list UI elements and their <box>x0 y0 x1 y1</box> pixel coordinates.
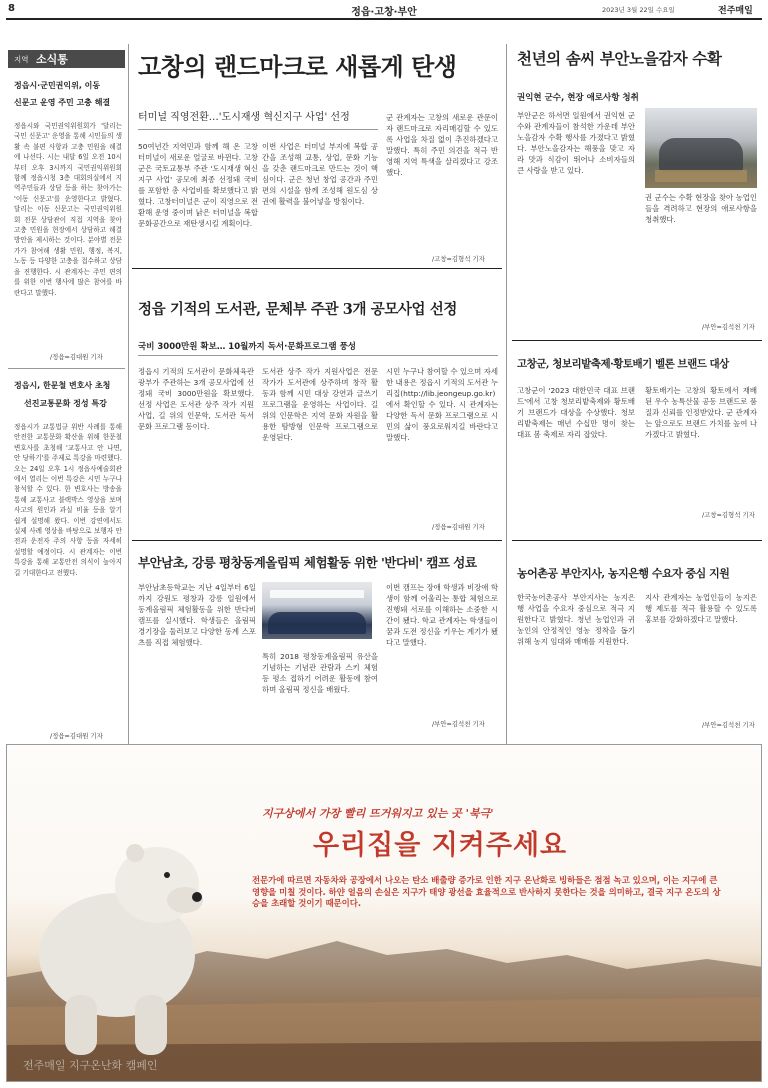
right1-subhead: 권익현 군수, 현장 애로사항 청취 <box>517 93 639 103</box>
sidebar-tag: 지역 <box>14 55 29 64</box>
sidebar-title: 소식통 <box>36 53 68 66</box>
article1-body-1: 50여년간 지역민과 함께 해 온 고창 터미널이 새로운 얼굴로 바뀐다. 고창군은 국토교통부 주관 '도시재생 혁신지구 사업' 공모에 최종 선정돼 국비를 포함한 총 사업비를 확보했다고 밝혔다. 고창터미널은 군이 직영으로 전환해 운영 중이며 낡은 터미널을 복합 문화공간으로 재탄생시킬 계획이다. <box>138 142 258 228</box>
sidebar-item2-headline-2: 선진교통문화 정성 특강 <box>24 399 107 408</box>
polar-bear-leg-right <box>135 995 167 1055</box>
article2-subhead: 국비 3000만원 확보… 10월까지 독서·문화프로그램 풍성 <box>138 342 357 352</box>
photo-harvest-boxes <box>655 170 747 182</box>
ad-tagline: 지구상에서 가장 빨리 뜨거워지고 있는 곳 '북극' <box>262 807 494 820</box>
article3-headline: 부안남초, 강릉 평창동계올림픽 체험활동 위한 '반다비' 캠프 성료 <box>138 555 477 570</box>
article1-bottom-rule <box>132 268 502 269</box>
header-rule <box>6 18 762 20</box>
article2-body-2: 도서관 상주 작가 지원사업은 전문 작가가 도서관에 상주하며 창작 활동과 함께 시민 대상 강연과 글쓰기 프로그램을 운영하는 사업이다. 길 위의 인문학은 지역 문화 자원을 활용한 탐방형 인문학 프로그램으로 운영된다. <box>262 367 378 442</box>
sidebar-item1-headline-1: 정읍시·군민권익위, 이동 <box>14 81 101 90</box>
sidebar-item1-body: 정읍시와 국민권익위원회가 '달리는 국민 신문고' 운영을 통해 시민들의 생활 속 불편 사항과 고충 민원을 해결에 나선다. 시는 내달 6일 오전 10시부터 오후 3시까지 국민권익위원회 함께 정읍시청 3층 대회의실에서 지역주민들과 상담 등을 하는 찾아가는 '이동 신문고'를 운영한다고 밝혔다. 달리는 이동 신문고는 국민권익위원회 전문 상담관이 직접 지역을 찾아 고충 민원을 현장에서 상담하고 해결 방안을 제시하는 것이다. 분야별 전문가가 참여해 생활 민원, 행정, 복지, 노동 등 다양한 고충을 접수하고 상담을 진행한다. 시 관계자는 주민 편의를 위한 이번 행사에 많은 참여를 바란다고 말했다. <box>14 122 122 297</box>
right1-body-1: 부안군은 하서면 일원에서 권익현 군수와 관계자들이 참석한 가운데 부안노을감자 수확 행사를 가졌다고 밝혔다. 부안노을감자는 해풍을 맞고 자라 맛과 식감이 뛰어나 소비자들의 큰 사랑을 받고 있다. <box>517 111 635 175</box>
article2-bottom-rule <box>132 540 502 541</box>
sidebar-item1-byline: /정읍=김대원 기자 <box>50 353 103 361</box>
right2-body-2: 황토배기는 고창의 황토에서 재배된 우수 농특산물 공동 브랜드로 품질과 신뢰를 인정받았다. 군 관계자는 앞으로도 브랜드 가치를 높여 나가겠다고 밝혔다. <box>645 386 757 439</box>
ad-headline: 우리집을 지켜주세요 <box>313 830 568 861</box>
potato-harvest-photo <box>645 108 757 188</box>
article1-byline: /고창=김형석 기자 <box>432 255 485 263</box>
sidebar-item2-body: 정읍시가 교통법규 위반 사례를 통해 안전한 교통문화 확산을 위해 한문철 변호사를 초청해 '교통사고 안 나면, 안 당하기'를 주제로 특강을 마련했다. 오는 24일 오후 1시 정읍사예술회관에서 열리는 이번 특강은 시민 누구나 참석할 수 있다. 한 변호사는 방송을 통해 교통사고 블랙박스 영상을 보며 사고의 원인과 과실 비율 등을 알기 쉽게 설명해 왔다. 이번 강연에서도 실제 사례 영상을 바탕으로 보행자 안전과 운전자 주의 사항 등을 자세히 설명할 예정이다. 시 관계자는 이번 특강을 통해 교통안전 의식이 높아지길 기대한다고 전했다. <box>14 423 122 577</box>
polar-bear-eye <box>164 872 170 878</box>
photo-group-silhouette <box>268 612 366 634</box>
right1-bottom-rule <box>512 340 762 341</box>
ad-watermark: 전주매일 지구온난화 캠페인 <box>23 1059 158 1072</box>
right2-byline: /고창=김형석 기자 <box>702 511 755 519</box>
sidebar-item2-headline-1: 정읍시, 한문철 변호사 초청 <box>14 381 111 390</box>
article2-body-1: 정읍시 기적의 도서관이 문화체육관광부가 주관하는 3개 공모사업에 선정돼 국비 3000만원을 확보했다. 선정 사업은 도서관 상주 작가 지원사업, 길 위의 인문학, 도서관 독서문화 프로그램 등이다. <box>138 367 254 431</box>
article2-byline: /정읍=김대원 기자 <box>432 523 485 531</box>
article3-byline: /부안=김석천 기자 <box>432 720 485 728</box>
issue-date: 2023년 3월 22일 수요일 <box>602 6 675 14</box>
article1-subhead: 터미널 직영전환…'도시재생 혁신지구 사업' 선정 <box>138 112 350 123</box>
right1-body-2: 권 군수는 수확 현장을 찾아 농업인들을 격려하고 현장의 애로사항을 청취했다. <box>645 193 757 224</box>
polar-bear-nose <box>192 892 202 902</box>
article3-body-2: 특히 2018 평창동계올림픽 유산을 기념하는 기념관 관람과 스키 체험 등 평소 접하기 어려운 활동에 참여하며 올림픽 정신을 배웠다. <box>262 652 378 694</box>
article2-body-3: 시민 누구나 참여할 수 있으며 자세한 내용은 정읍시 기적의 도서관 누리집(http://lib.jeongeup.go.kr)에서 확인할 수 있다. 시 관계자는 다양한 독서 문화 프로그램으로 시민의 삶이 풍요로워지길 바란다고 말했다. <box>386 367 498 442</box>
polar-bear-ear <box>126 844 144 862</box>
section-name: 정읍·고창·부안 <box>351 7 417 18</box>
right2-body-1: 고창군이 '2023 대한민국 대표 브랜드'에서 고창 청보리밭축제와 황토배기 브랜드가 대상을 수상했다. 청보리밭축제는 매년 수십만 명이 찾는 대표 봄 축제로 자리 잡았다. <box>517 386 635 439</box>
article3-body-3: 이번 캠프는 장애 학생과 비장애 학생이 함께 어울리는 통합 체험으로 진행돼 서로를 이해하는 소중한 시간이 됐다. 학교 관계자는 학생들이 꿈과 도전 정신을 키우는 계기가 됐다고 말했다. <box>386 583 498 647</box>
article1-body-3: 군 관계자는 고창의 새로운 관문이자 랜드마크로 자리매김할 수 있도록 사업을 차질 없이 추진하겠다고 말했다. 특히 주민 의견을 적극 반영해 지역 특색을 살리겠다고 강조했다. <box>386 113 498 177</box>
polar-bear-leg-left <box>65 995 97 1055</box>
right3-body-2: 지사 관계자는 농업인들이 농지은행 제도를 적극 활용할 수 있도록 홍보를 강화하겠다고 말했다. <box>645 593 757 624</box>
paper-name: 전주매일 <box>718 6 753 16</box>
article1-body-2: 이번 사업은 터미널 부지에 복합 공간을 조성해 교통, 상업, 문화 기능을 갖춘 랜드마크로 만드는 것이 핵심이다. 군은 청년 창업 공간과 주민 편의 시설을 함께 조성해 원도심 상권에 활력을 불어넣을 방침이다. <box>262 142 378 206</box>
article1-headline: 고창의 랜드마크로 새롭게 탄생 <box>138 52 457 81</box>
right3-body-1: 한국농어촌공사 부안지사는 농지은행 사업을 수요자 중심으로 적극 지원한다고 밝혔다. 청년 농업인과 귀농인의 안정적인 영농 정착을 돕기 위해 농지 임대와 매매를 지원한다. <box>517 593 635 646</box>
right3-byline: /부안=김석천 기자 <box>702 721 755 729</box>
right-column-rule <box>506 44 507 744</box>
ad-landscape-svg <box>7 745 762 1082</box>
climate-ad <box>6 744 762 1082</box>
article3-body-1: 부안남초등학교는 지난 4일부터 6일까지 강원도 평창과 강릉 일원에서 동계올림픽 체험활동을 위한 반다비 캠프를 실시했다. 학생들은 올림픽 경기장을 둘러보고 다양한 동계 스포츠를 직접 체험했다. <box>138 583 256 647</box>
article1-subhead-rule <box>138 129 378 130</box>
article2-subhead-rule <box>138 355 498 356</box>
right1-byline: /부안=김석천 기자 <box>702 323 755 331</box>
photo-people-silhouette <box>659 138 743 172</box>
sidebar-vertical-rule <box>128 44 129 744</box>
sidebar-item1-headline-2: 신문고 운영 주민 고충 해결 <box>14 98 111 107</box>
page-number: 8 <box>8 3 15 14</box>
sidebar-divider <box>8 368 125 369</box>
ad-body: 전문가에 따르면 자동차와 공장에서 나오는 탄소 배출량 증가로 인한 지구 온난화로 빙하들은 점점 녹고 있으며, 이는 지구에 큰 영향을 미칠 것이다. 하얀 얼음의 손실은 지구가 태양 광선을 효율적으로 반사하지 못한다는 것을 의미하고, 결국 지구 온도의 상승을 초래할 것이기 때문이다. <box>252 875 721 908</box>
article2-headline: 정읍 기적의 도서관, 문체부 주관 3개 공모사업 선정 <box>138 301 458 318</box>
right3-headline: 농어촌공 부안지사, 농지은행 수요자 중심 지원 <box>517 567 730 580</box>
right2-bottom-rule <box>512 540 762 541</box>
page-header <box>0 0 768 20</box>
sidebar-item2-byline: /정읍=김대원 기자 <box>50 732 103 740</box>
photo-banner-strip <box>270 590 364 598</box>
olympic-camp-photo <box>262 582 372 639</box>
right1-headline: 천년의 솜씨 부안노을감자 수확 <box>517 49 722 68</box>
sidebar-tag-box <box>8 50 125 68</box>
right2-headline: 고창군, 청보리밭축제·황토배기 벨론 브랜드 대상 <box>517 358 729 370</box>
